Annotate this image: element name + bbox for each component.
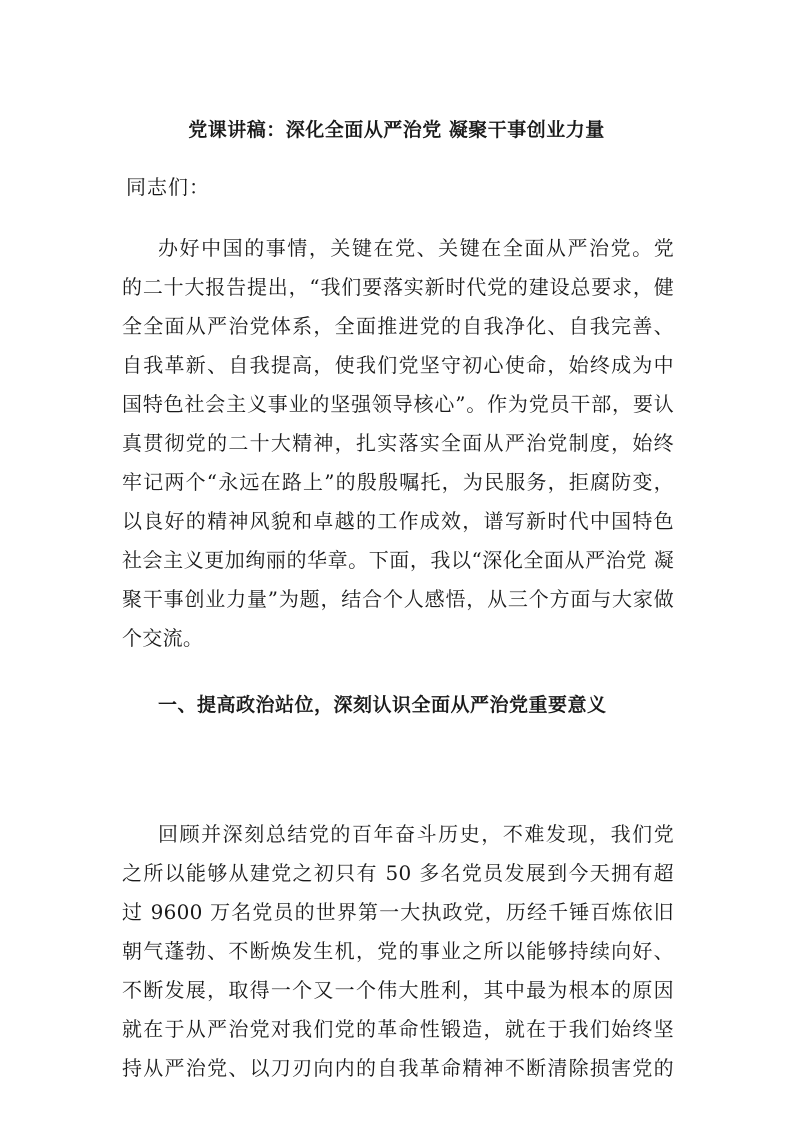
paragraph-line: 牢记两个“永远在路上”的殷殷嘱托，为民服务，拒腐防变， xyxy=(122,470,674,494)
paragraph-line: 个交流。 xyxy=(122,626,204,650)
paragraph-1 xyxy=(122,229,674,658)
paragraph-line: 真贯彻党的二十大精神，扎实落实全面从严治党制度，始终 xyxy=(122,431,674,455)
paragraph-line: 回顾并深刻总结党的百年奋斗历史，不难发现，我们党 xyxy=(158,822,674,846)
paragraph-line: 不断发展，取得一个又一个伟大胜利，其中最为根本的原因 xyxy=(122,978,674,1002)
paragraph-2 xyxy=(122,815,674,1088)
paragraph-line: 全全面从严治党体系，全面推进党的自我净化、自我完善、 xyxy=(122,314,674,338)
paragraph-line: 社会主义更加绚丽的华章。下面，我以“深化全面从严治党 凝 xyxy=(122,548,674,572)
paragraph-line: 办好中国的事情，关键在党、关键在全面从严治党。党 xyxy=(158,236,674,260)
document-title: 党课讲稿：深化全面从严治党 凝聚干事创业力量 xyxy=(188,119,605,141)
paragraph-line: 自我革新、自我提高，使我们党坚守初心使命，始终成为中 xyxy=(122,353,674,377)
paragraph-line: 的二十大报告提出，“我们要落实新时代党的建设总要求，健 xyxy=(122,275,674,299)
paragraph-line: 国特色社会主义事业的坚强领导核心”。作为党员干部，要认 xyxy=(122,392,674,416)
section-heading-1: 一、提高政治站位，深刻认识全面从严治党重要意义 xyxy=(158,694,607,716)
paragraph-line: 朝气蓬勃、不断焕发生机，党的事业之所以能够持续向好、 xyxy=(122,939,674,963)
paragraph-line: 以良好的精神风貌和卓越的工作成效，谱写新时代中国特色 xyxy=(122,509,674,533)
paragraph-line: 就在于从严治党对我们党的革命性锻造，就在于我们始终坚 xyxy=(122,1017,674,1041)
paragraph-line: 过 9600 万名党员的世界第一大执政党，历经千锤百炼依旧 xyxy=(122,900,674,924)
paragraph-line: 聚干事创业力量”为题，结合个人感悟，从三个方面与大家做 xyxy=(122,587,674,611)
paragraph-line: 之所以能够从建党之初只有 50 多名党员发展到今天拥有超 xyxy=(122,861,674,885)
salutation: 同志们： xyxy=(126,175,210,199)
paragraph-line: 持从严治党、以刀刃向内的自我革命精神不断清除损害党的 xyxy=(122,1056,674,1080)
